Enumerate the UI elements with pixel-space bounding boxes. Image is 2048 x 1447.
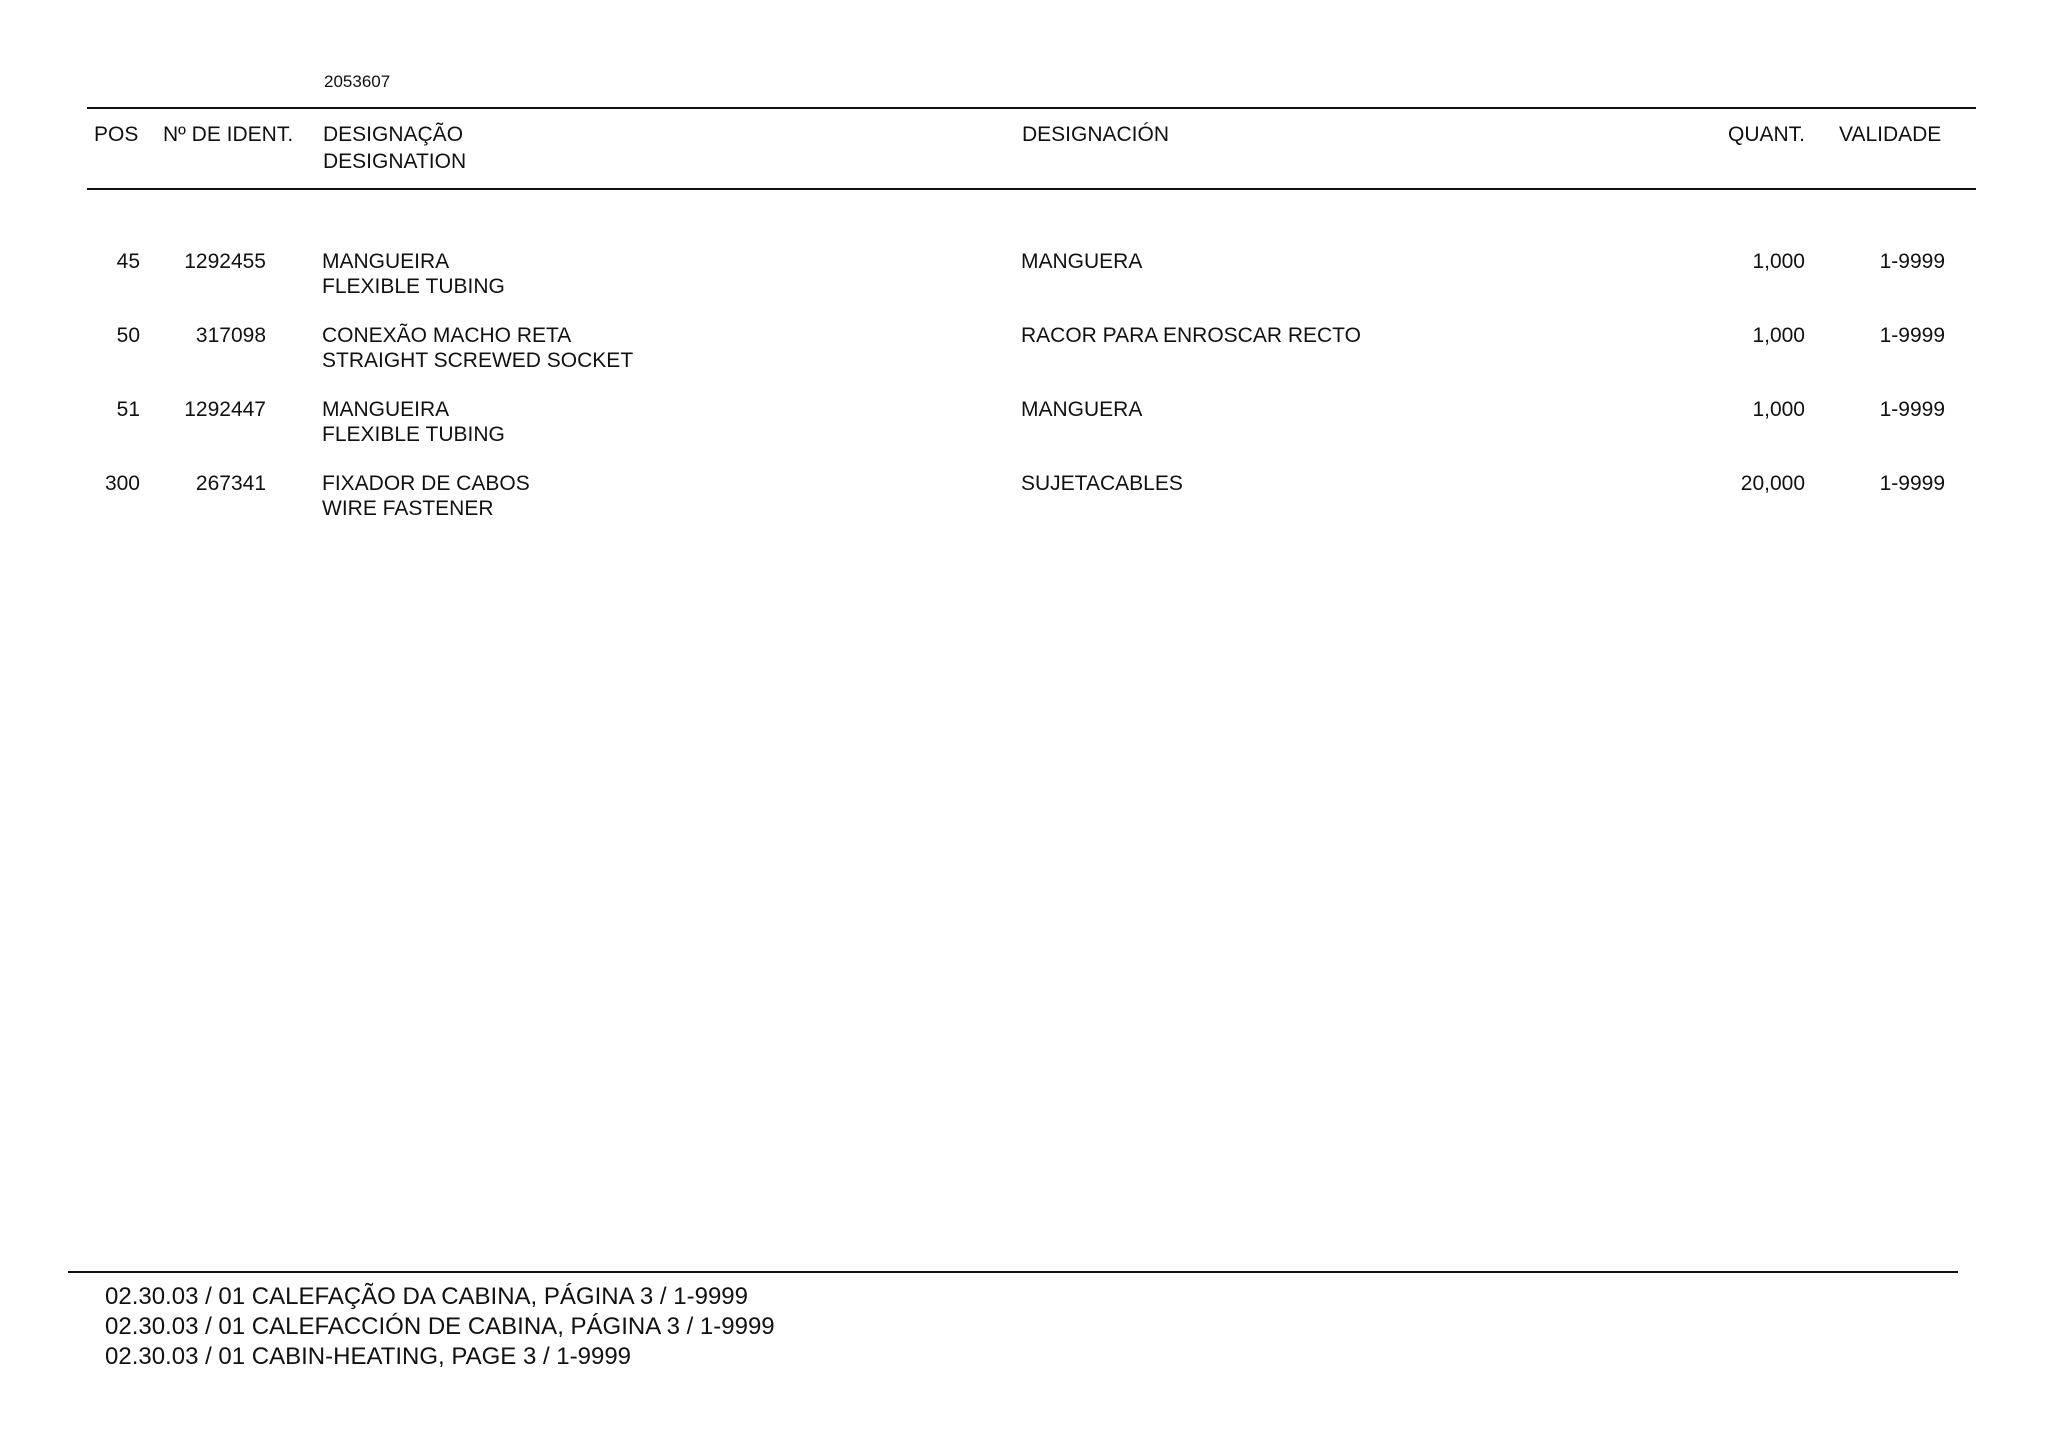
row-validity: 1-9999 xyxy=(1879,398,1945,421)
header-pos: POS xyxy=(94,123,139,146)
footer-line-en: 02.30.03 / 01 CABIN-HEATING, PAGE 3 / 1-9999 xyxy=(105,1343,632,1370)
header-validity: VALIDADE xyxy=(1839,123,1942,146)
row-designation-en: FLEXIBLE TUBING xyxy=(322,423,505,446)
row-designation-es: SUJETACABLES xyxy=(1021,472,1183,495)
footer-rule xyxy=(68,1271,1958,1273)
row-designation-pt: CONEXÃO MACHO RETA xyxy=(322,324,572,347)
footer-line-pt: 02.30.03 / 01 CALEFAÇÃO DA CABINA, PÁGINA 3 / 1-9999 xyxy=(105,1283,748,1310)
header-ident: Nº DE IDENT. xyxy=(163,123,294,146)
table-row xyxy=(0,471,2048,523)
row-designation-en: STRAIGHT SCREWED SOCKET xyxy=(322,349,634,372)
row-pos: 300 xyxy=(104,472,140,495)
table-row xyxy=(0,249,2048,301)
footer-line-es: 02.30.03 / 01 CALEFACCIÓN DE CABINA, PÁGINA 3 / 1-9999 xyxy=(105,1313,775,1340)
row-designation-en: WIRE FASTENER xyxy=(322,497,494,520)
header-bottom-rule xyxy=(87,188,1976,190)
row-designation-es: MANGUERA xyxy=(1021,250,1143,273)
row-ident: 267341 xyxy=(195,472,266,495)
row-quantity: 1,000 xyxy=(1752,324,1805,347)
row-validity: 1-9999 xyxy=(1879,472,1945,495)
row-quantity: 20,000 xyxy=(1740,472,1805,495)
header-quantity: QUANT. xyxy=(1727,123,1805,146)
row-pos: 51 xyxy=(116,398,140,421)
table-row xyxy=(0,323,2048,375)
row-quantity: 1,000 xyxy=(1752,250,1805,273)
row-designation-pt: MANGUEIRA xyxy=(322,250,450,273)
row-ident: 317098 xyxy=(195,324,266,347)
table-row xyxy=(0,397,2048,449)
row-validity: 1-9999 xyxy=(1879,250,1945,273)
row-ident: 1292455 xyxy=(184,250,266,273)
document-number: 2053607 xyxy=(324,72,391,91)
row-designation-es: RACOR PARA ENROSCAR RECTO xyxy=(1021,324,1361,347)
header-top-rule xyxy=(87,107,1976,109)
row-designation-pt: MANGUEIRA xyxy=(322,398,450,421)
header-designation-pt: DESIGNAÇÃO xyxy=(323,123,464,146)
row-designation-pt: FIXADOR DE CABOS xyxy=(322,472,530,495)
header-designation-en: DESIGNATION xyxy=(323,150,467,173)
row-pos: 50 xyxy=(116,324,140,347)
row-validity: 1-9999 xyxy=(1879,324,1945,347)
row-designation-es: MANGUERA xyxy=(1021,398,1143,421)
row-quantity: 1,000 xyxy=(1752,398,1805,421)
header-designation-es: DESIGNACIÓN xyxy=(1022,123,1170,146)
row-pos: 45 xyxy=(116,250,140,273)
row-designation-en: FLEXIBLE TUBING xyxy=(322,275,505,298)
row-ident: 1292447 xyxy=(184,398,266,421)
